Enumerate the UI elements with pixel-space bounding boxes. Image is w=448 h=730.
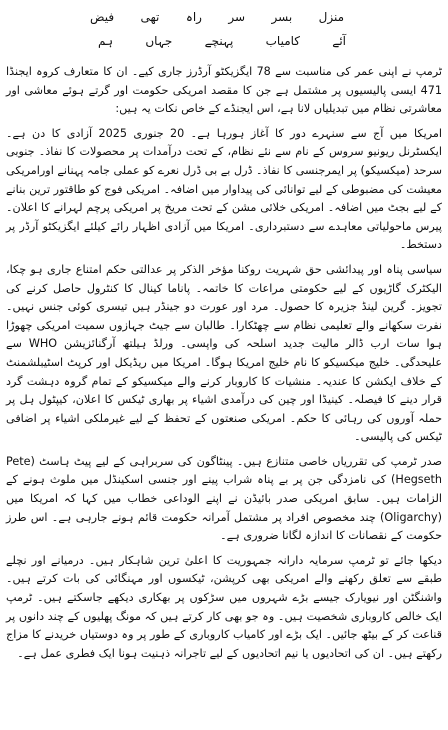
paragraph-2: امریکا میں آج سے سنہرے دور کا آغاز ہورہا ہے۔ 20 جنوری 2025 آزادی کا دن ہے۔ ایکسٹرنل ریونیو سروس کے نام سے نئے نظام، کے تحت درآمدات پر محصولات کا نفاذ۔ جنوبی سرحد (میکسیکو) پر ایمرجنسی کا نفاذ۔ ڈرل بے بی ڈرل نعرے کو عملی جامہ پہنانے اورامریکی معیشت کی مضبوطی کے لیے توانائی کی پیداوار میں اضافہ۔ امریکی فوج کو طاقتور ترین بنانے کے لیے بجٹ میں اضافہ۔ امریکی خلائی مشن کے تحت مریخ پر امریکی پرچم لہرانے کا اعلان۔ پیرس ماحولیاتی معاہدے سے دستبرداری۔ امریکا میں آزادی اظہار رائے کیلئے ایگزیکٹو آرڈر پر دستخط۔ <box>6 126 443 252</box>
poem-word: آئے <box>332 34 346 48</box>
poem-word: راہ <box>185 10 202 24</box>
paragraph-1: ٹرمپ نے اپنی عمر کی مناسبت سے 78 ایگزیکٹو آرڈرز جاری کیے۔ ان کا متعارف کروہ ایجنڈا 471 ایسی پالیسیوں پر مشتمل ہے جن کا مقصد امریکی حکومت اور گرتے ہوئے معاشی اور معاشرتی نظام میں تبدیلیاں لانا ہے، اس ایجنڈے کے خاص نکات یہ ہیں: <box>6 65 442 116</box>
poem-word: بسر <box>271 10 293 24</box>
poem-word: سر <box>228 10 246 24</box>
poem-line-1 <box>6 7 442 27</box>
paragraph-4: صدر ٹرمپ کی تقرریاں خاصی متنازع ہیں۔ پینٹاگون کی سربراہی کے لیے پیٹ ہاسٹ (Pete Hegseth) کی نامزدگی جن پر بے پناہ شراب پینے اور جنسی اسکینڈل میں ملوث ہونے کے الزامات ہیں۔ سابق امریکی صدر بائیڈن نے اپنے الوداعی خطاب میں کہا کہ امریکا میں (Oligarchy) چند مخصوص افراد پر مشتمل آمرانہ حکومت قائم ہونے جارہی ہے۔ اس طرز حکومت کے نقصانات کا اندازہ لگانا ضروری ہے۔ <box>6 454 442 543</box>
poem-word: تھی <box>140 10 160 24</box>
article-body <box>6 63 442 663</box>
paragraph-3: سیاسی پناہ اور پیدائشی حق شہریت روکنا مؤخر الذکر پر عدالتی حکم امتناع جاری ہو چکا، الیکٹرک گاڑیوں کے لیے حکومتی مراعات کا خاتمہ۔ پاناما کینال کا کنٹرول حاصل کرنے کی تجویز۔ گرین لینڈ جزیرہ کا حصول۔ مرد اور عورت دو جینڈر ہیں تیسری کوئی جنس نہیں۔ نفرت سکھانے والے تعلیمی نظام سے چھٹکارا۔ طالبان سے جیٹ جہازوں سمیت امریکی چھوڑا ہوا سات ارب ڈالر مالیت جدید اسلحہ کی واپسی۔ ورلڈ ہیلتھ آرگنائزیشن WHO سے علیحدگی۔ خلیج میکسیکو کا نام خلیج امریکا ہوگا۔ امریکا میں ریڈیکل اور کرپٹ اسٹیبلشمنٹ کے خلاف ایکشن کا عندیہ۔ منشیات کا کاروبار کرنے والے میکسیکو کے تمام گروہ دہشت گرد قرار دینے کا فیصلہ۔ کینیڈا اور چین کی درآمدی اشیاء پر بھاری ٹیکس کا اعلان، کیپٹول ہل پر حملہ آوروں کی رہائی کا حکم۔ امریکی صنعتوں کے تحفظ کے لیے غیرملکی اشیاء پر اضافی ٹیکس کی پالیسی۔ <box>6 262 442 444</box>
poem-word: جہاں <box>145 34 173 48</box>
poem-word: کامیاب <box>265 34 300 48</box>
paragraph-5: دیکھا جائے تو ٹرمپ سرمایہ دارانہ جمہوریت کا اعلیٰ ترین شاہکار ہیں۔ درمیانے اور نچلے طبقے سے تعلق رکھنے والے امریکی بھی کرپشن، ٹیکسوں اور مہنگائی کی بات کرتے ہیں۔ واشنگٹن اور نیویارک جیسے بڑے شہروں میں سڑکوں پر بھکاری دیکھے جاسکتے ہیں۔ ٹرمپ ایک خالص کاروباری شخصیت ہیں۔ وہ جو بھی کار کرتے ہیں کہ مونگ پھلیوں کے چند دانوں پر قناعت کر کے بیٹھ جائیں۔ ایک بڑے اور کامیاب کاروباری کے طور پر وہ دوستیاں خریدنے کا مزاج رکھتے ہیں۔ ان کی اتحادیوں یا نیم اتحادیوں کے لیے تاجرانہ ذہنیت ہونا ایک فطری عمل ہے۔ <box>6 553 442 660</box>
poem-word: ہم <box>98 34 114 48</box>
poem-word: فیض <box>90 10 115 24</box>
poem-word: منزل <box>318 10 344 24</box>
poem-word: پہنچے <box>204 34 234 48</box>
poem-line-2 <box>6 31 442 51</box>
